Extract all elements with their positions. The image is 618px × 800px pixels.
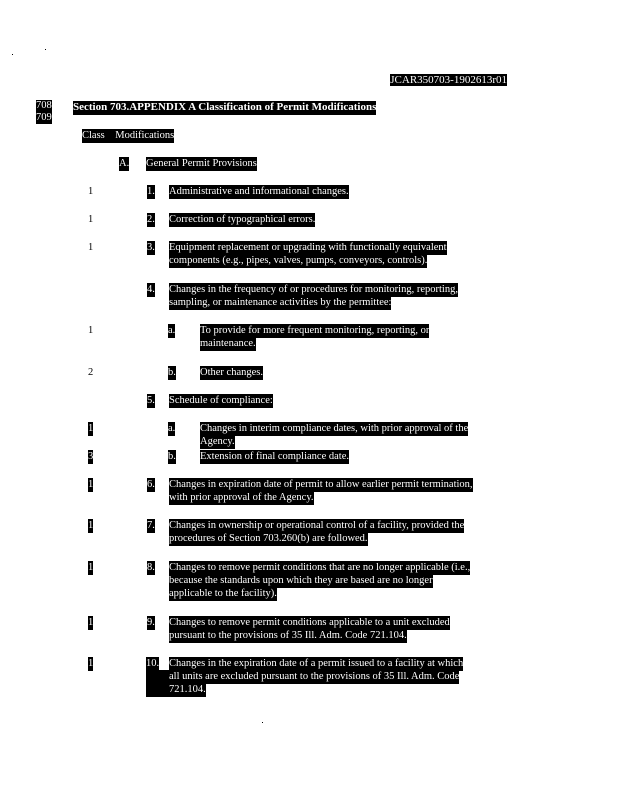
item-text: Changes in ownership or operational control of a facility, provided the [169,520,465,531]
item-number: 2. [147,214,155,225]
item-text: Changes in the expiration date of a permit issued to a facility at which [169,658,464,669]
item-text: Changes in the frequency of or procedures for monitoring, reporting, [169,284,458,295]
document-code: JCAR350703-1902613r01 [390,74,507,86]
modifications-column-header: Modifications [115,130,175,141]
page-title: Section 703.APPENDIX A Classification of Permit Modifications [73,101,377,113]
class-column-header: Class [82,130,105,141]
item-text: pursuant to the provisions of 35 Ill. Adm. Code 721.104. [169,630,407,641]
item-number: 8. [147,562,155,573]
line-numbers [36,100,52,124]
column-headers [82,129,174,143]
item-number: 10. [146,658,160,669]
class-mark: 1 [88,658,94,669]
class-mark: 1 [88,214,94,225]
class-mark: 1 [88,325,94,336]
line-number: 709 [36,112,52,123]
item-text: with prior approval of the Agency. [169,492,314,503]
class-mark: 1 [88,520,94,531]
class-mark: 1 [88,186,94,197]
item-text: 721.104. [146,683,206,697]
item-text: because the standards upon which they are based are no longer [169,575,433,586]
subitem-letter: a. [168,325,176,336]
class-mark: 1 [88,562,94,573]
subitem-text: To provide for more frequent monitoring, reporting, or [200,325,430,336]
item-text: Changes in expiration date of permit to allow earlier permit termination, [169,479,473,490]
subitem-text: Agency. [200,436,235,447]
scan-speck [262,722,263,723]
line-number: 708 [36,100,52,111]
item-number: 7. [147,520,155,531]
class-mark: 1 [88,479,94,490]
item-number: 6. [147,479,155,490]
item-number: 4. [147,284,155,295]
class-mark: 1 [88,242,94,253]
item-number: 9. [147,617,155,628]
subitem-text: Changes in interim compliance dates, with prior approval of the [200,423,469,434]
subitem-letter: b. [168,367,176,378]
item-text: Equipment replacement or upgrading with functionally equivalent [169,242,447,253]
item-text: Correction of typographical errors. [169,214,316,225]
item-text: all units are excluded pursuant to the provisions of 35 Ill. Adm. Code [146,670,459,684]
scan-speck [12,54,13,55]
item-text: procedures of Section 703.260(b) are followed. [169,533,368,544]
item-number: 5. [147,395,155,406]
subitem-text: Extension of final compliance date. [200,451,349,462]
item-text: Changes to remove permit conditions that are no longer applicable (i.e., [169,562,471,573]
section-label: General Permit Provisions [146,158,257,169]
subitem-text: Other changes. [200,367,263,378]
subitem-letter: a. [168,423,176,434]
subitem-text: maintenance. [200,338,256,349]
scan-speck [45,49,46,50]
item-text: components (e.g., pipes, valves, pumps, conveyors, controls). [169,255,428,266]
class-mark: 1 [88,423,94,434]
item-text: Changes to remove permit conditions applicable to a unit excluded [169,617,450,628]
class-mark: 2 [88,367,94,378]
class-mark: 3 [88,451,94,462]
section-letter: A. [119,158,130,169]
item-text: applicable to the facility). [169,588,277,599]
item-text: Administrative and informational changes. [169,186,349,197]
subitem-letter: b. [168,451,176,462]
item-number: 3. [147,242,155,253]
item-text: sampling, or maintenance activities by the permittee: [169,297,392,308]
item-number: 1. [147,186,155,197]
class-mark: 1 [88,617,94,628]
item-text: Schedule of compliance: [169,395,273,406]
